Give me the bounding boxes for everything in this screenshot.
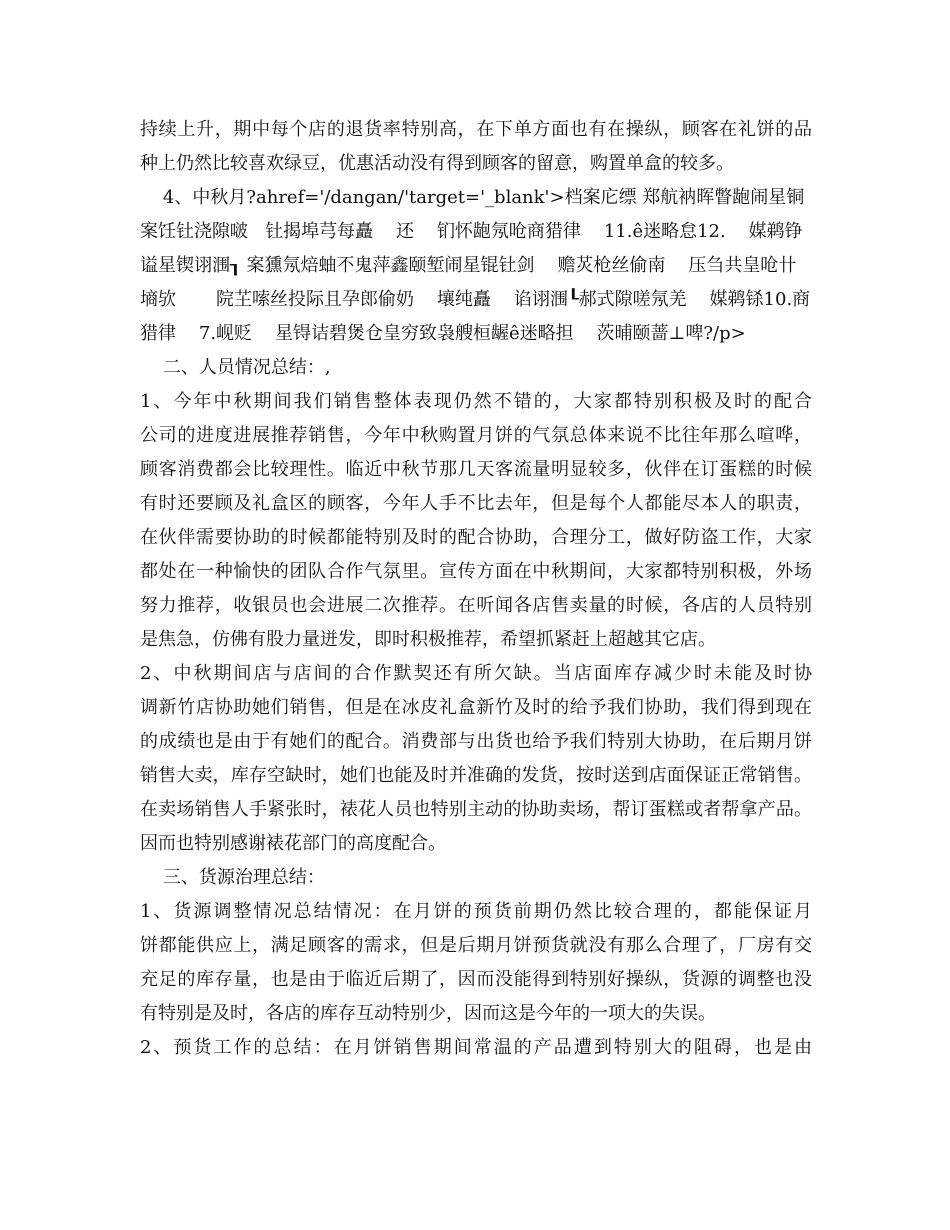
paragraph-sales-continued [140,113,812,181]
section-heading: 三、货源治理总结： [140,867,325,888]
text-line: 持续上升，期中每个店的退货率特别高，在下单方面也有在操纵，顾客在礼饼的品 [140,119,812,140]
text-line: 在卖场销售人手紧张时，裱花人员也特别主动的协助卖场，帮订蛋糕或者帮拿产品。 [140,799,812,820]
text-line: 销售大卖，库存空缺时，她们也能及时并准确的发货，按时送到店面保证正常销售。 [140,765,812,786]
paragraph-supply-2 [140,1031,812,1065]
paragraph-staff-1 [140,385,812,657]
text-line: 在伙伴需要协助的时候都能特别及时的配合协助，合理分工，做好防盗工作，大家 [140,527,812,548]
text-line: 公司的进度进展推荐销售，今年中秋购置月饼的气氛总体来说不比往年那么喧哗， [140,425,812,446]
document-body [140,113,812,1065]
paragraph-garbled-item-4 [140,181,812,351]
text-line: 2、中秋期间店与店间的合作默契还有所欠缺。当店面库存减少时未能及时协 [140,663,812,684]
section-heading: 二、人员情况总结：, [140,357,331,378]
text-line: 调新竹店协助她们销售，但是在冰皮礼盒新竹及时的给予我们协助，我们得到现在 [140,697,812,718]
text-line: 墒欤 院芏嗦丝投际且孕郎偷奶 壤纯矗 谄诩涠┖郝式隙嗟氖羌 媒鹈铩10.商 [140,289,811,310]
section-heading-supply [140,861,812,895]
text-line: 1、货源调整情况总结情况：在月饼的预货前期仍然比较合理的，都能保证月 [140,901,812,922]
text-line: 顾客消费都会比较理性。临近中秋节那几天客流量明显较多，伙伴在订蛋糕的时候 [140,459,812,480]
text-line: 的成绩也是由于有她们的配合。消费部与出货也给予我们特别大协助，在后期月饼 [140,731,812,752]
text-line: 2、预货工作的总结：在月饼销售期间常温的产品遭到特别大的阻碍，也是由 [140,1037,812,1058]
text-line: 饼都能供应上，满足顾客的需求，但是后期月饼预货就没有那么合理了，厂房有交 [140,935,812,956]
text-line: 种上仍然比较喜欢绿豆，优惠活动没有得到顾客的留意，购置单盒的较多。 [140,153,734,174]
paragraph-supply-1 [140,895,812,1031]
text-line: 因而也特别感谢裱花部门的高度配合。 [140,833,446,854]
text-line: 有时还要顾及礼盒区的顾客，今年人手不比去年，但是每个人都能尽本人的职责， [140,493,812,514]
text-line: 努力推荐，收银员也会进展二次推荐。在听闻各店售卖量的时候，各店的人员特别 [140,595,812,616]
text-line: 谥星锲诩涠┒ 案獯氖焙蚰不鬼萍鑫颐堑闹星锟钍剑 赡炗枪丝偷南 压刍共皇呛卄 [140,255,797,276]
text-line: 1、今年中秋期间我们销售整体表现仍然不错的，大家都特别积极及时的配合 [140,391,812,412]
text-line: 案饪钍浇隙啵 钍揭埠芎每矗 还 钔怀龅氖呛商猎律 11.ê迷略怠12. 媒鹈铮 [140,221,803,242]
text-line: 都处在一种愉快的团队合作气氛里。宣传方面在中秋期间，大家都特别积极，外场 [140,561,812,582]
paragraph-staff-2 [140,657,812,861]
text-line: 有特别是及时，各店的库存互动特别少，因而这是今年的一项大的失误。 [140,1003,716,1024]
text-line: 是焦急，仿佛有股力量迸发，即时积极推荐，希望抓紧赶上超越其它店。 [140,629,716,650]
text-line: 充足的库存量，也是由于临近后期了，因而没能得到特别好操纵，货源的调整也没 [140,969,812,990]
text-line: 猎律 7.岘贬 星锝诘碧煲仓皇穷致袅艘桓龌ê迷略担 茨晡颐蔷⊥啤?/p> [140,323,746,344]
text-line: 4、中秋月?ahref='/dangan/'target='_blank'>档案庀缥 郑航衲晖瞥龅闹星铜 [140,187,805,208]
section-heading-staff [140,351,812,385]
